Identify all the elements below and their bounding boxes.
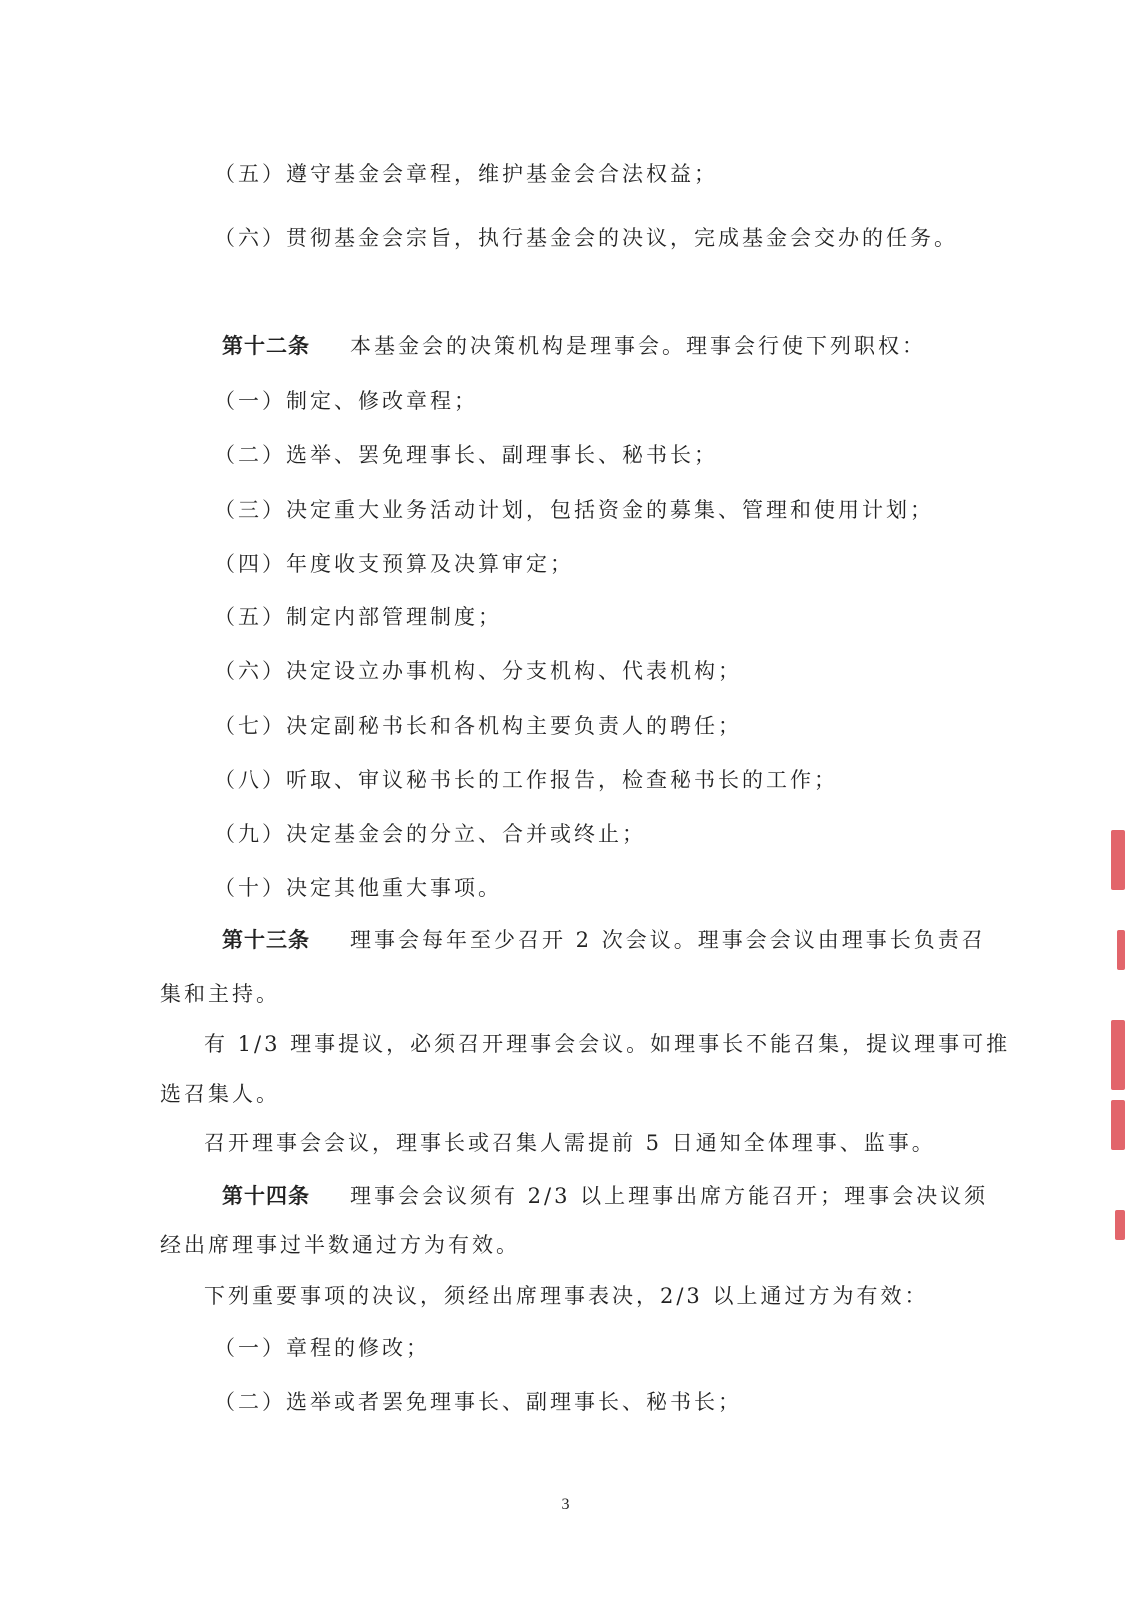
article-14-item-2: （二）选举或者罢免理事长、副理事长、秘书长； [214, 1390, 742, 1414]
article-13-p3: 召开理事会会议，理事长或召集人需提前 5 日通知全体理事、监事。 [204, 1131, 936, 1155]
article-12-heading [222, 332, 926, 360]
seal-fragment-5 [1115, 1210, 1125, 1240]
article-14-line1: 理事会会议须有 2/3 以上理事出席方能召开；理事会决议须 [350, 1184, 989, 1208]
seal-fragment-4 [1111, 1100, 1125, 1150]
duty-item-5: （五）遵守基金会章程，维护基金会合法权益； [214, 162, 718, 186]
article-12-item-5: （五）制定内部管理制度； [214, 605, 502, 629]
article-13-line2: 集和主持。 [160, 982, 280, 1006]
article-12-text: 本基金会的决策机构是理事会。理事会行使下列职权： [350, 334, 926, 358]
article-12-item-4: （四）年度收支预算及决算审定； [214, 552, 574, 576]
page-number: 3 [561, 1496, 570, 1513]
article-12-item-1: （一）制定、修改章程； [214, 389, 478, 413]
article-13-heading [222, 926, 986, 954]
article-13-label: 第十三条 [222, 928, 310, 952]
article-13-line1: 理事会每年至少召开 2 次会议。理事会会议由理事长负责召 [350, 928, 986, 952]
duty-item-6: （六）贯彻基金会宗旨，执行基金会的决议，完成基金会交办的任务。 [214, 226, 958, 250]
article-13-p2-line1: 有 1/3 理事提议，必须召开理事会会议。如理事长不能召集，提议理事可推 [204, 1032, 1011, 1056]
article-14-p2: 下列重要事项的决议，须经出席理事表决，2/3 以上通过方为有效： [204, 1284, 929, 1308]
article-12-item-8: （八）听取、审议秘书长的工作报告，检查秘书长的工作； [214, 768, 838, 792]
article-14-item-1: （一）章程的修改； [214, 1336, 430, 1360]
article-14-label: 第十四条 [222, 1184, 310, 1208]
article-12-item-6: （六）决定设立办事机构、分支机构、代表机构； [214, 659, 742, 683]
seal-fragment-3 [1111, 1020, 1125, 1090]
seal-fragment-2 [1117, 930, 1125, 970]
article-14-heading [222, 1182, 988, 1210]
article-12-item-9: （九）决定基金会的分立、合并或终止； [214, 822, 646, 846]
article-12-item-2: （二）选举、罢免理事长、副理事长、秘书长； [214, 443, 718, 467]
article-14-line2: 经出席理事过半数通过方为有效。 [160, 1233, 520, 1257]
article-12-item-7: （七）决定副秘书长和各机构主要负责人的聘任； [214, 714, 742, 738]
article-12-item-3: （三）决定重大业务活动计划，包括资金的募集、管理和使用计划； [214, 498, 934, 522]
article-12-item-10: （十）决定其他重大事项。 [214, 876, 502, 900]
seal-fragment-1 [1111, 830, 1125, 890]
article-12-label: 第十二条 [222, 334, 310, 358]
article-13-p2-line2: 选召集人。 [160, 1082, 280, 1106]
